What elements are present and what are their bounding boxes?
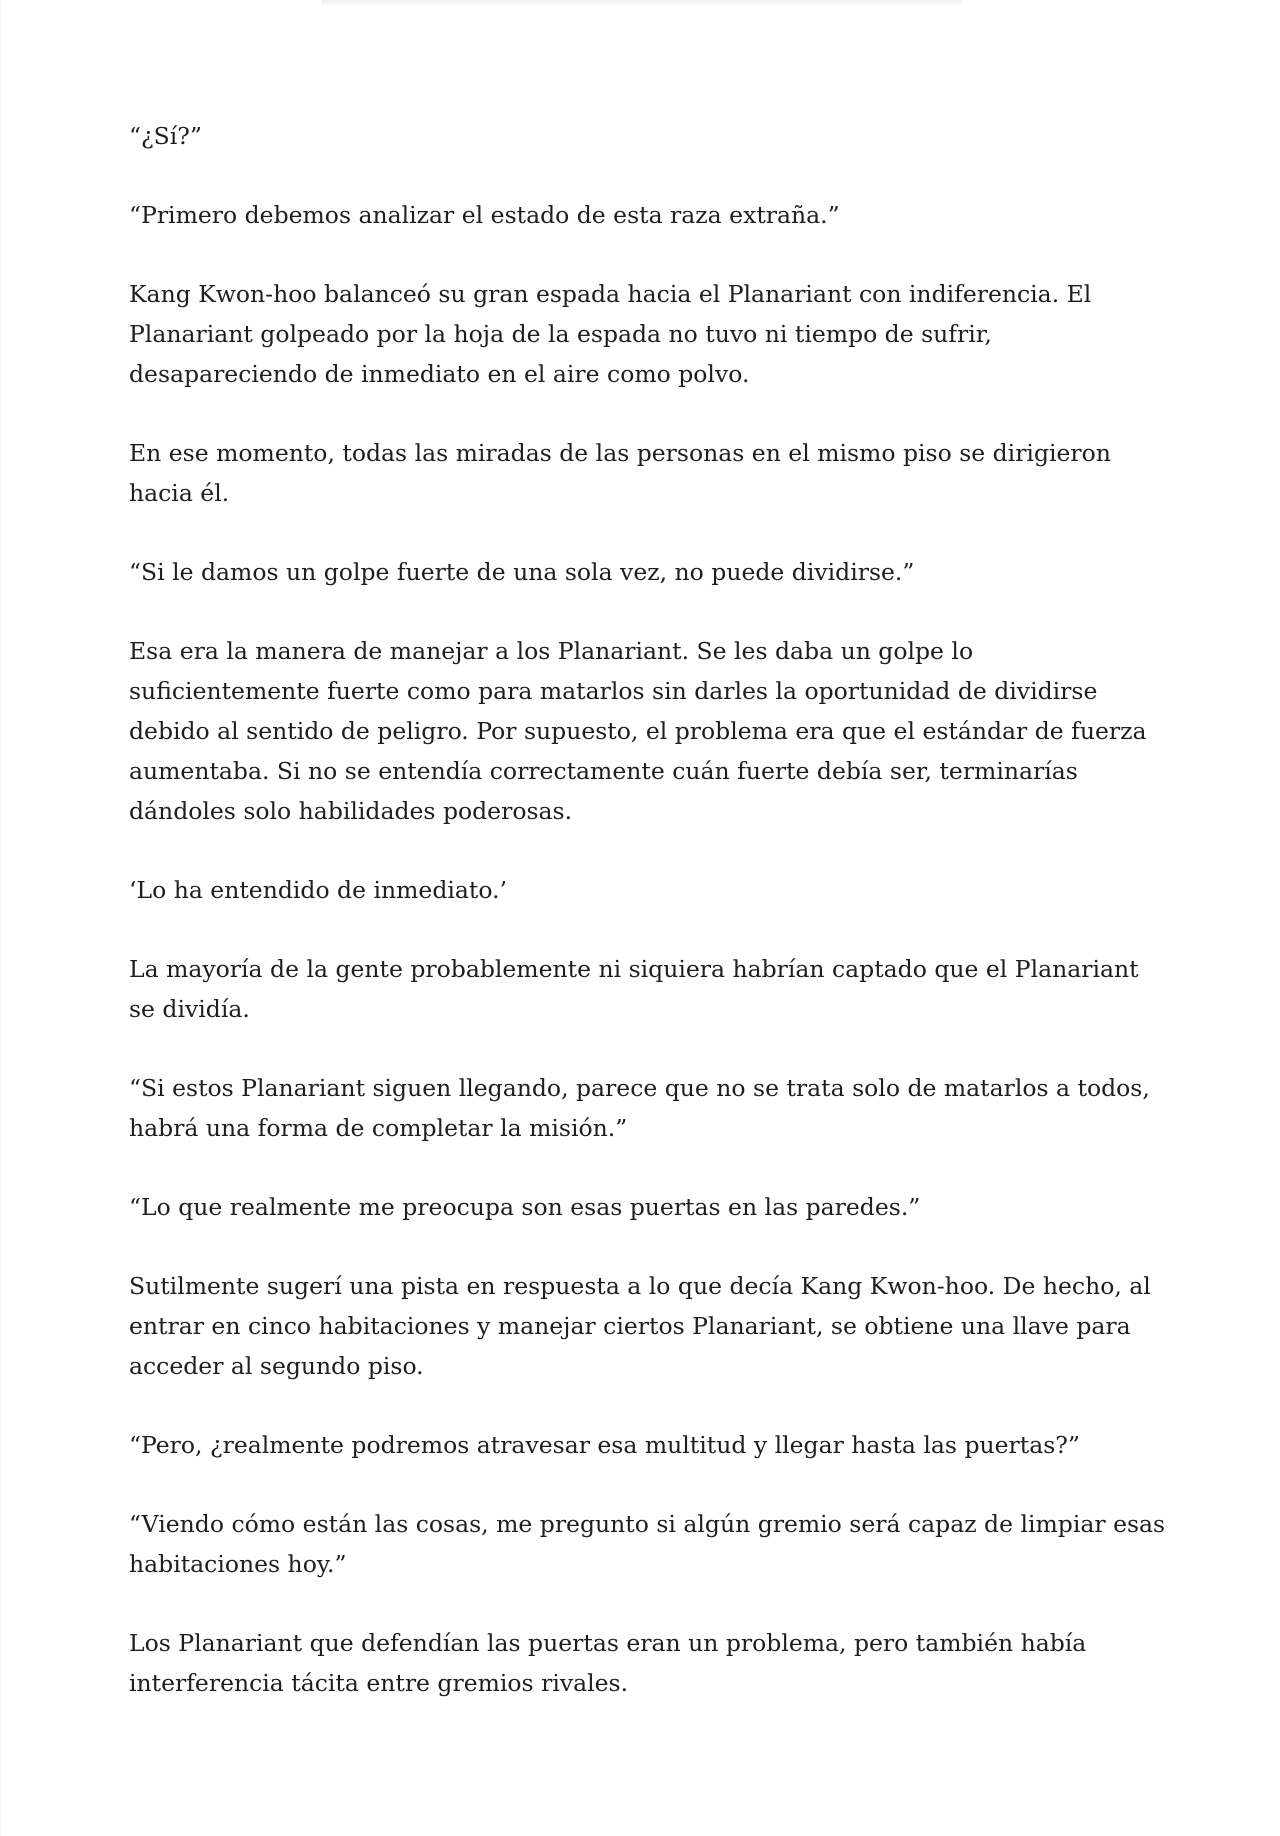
paragraph-14: Los Planariant que defendían las puertas eran un problema, pero también había interferencia tácita entre gremios rivales. [129, 1629, 1087, 1697]
paragraph-3: Kang Kwon-hoo balanceó su gran espada hacia el Planariant con indiferencia. El Planariant golpeado por la hoja de la espada no tuvo ni tiempo de sufrir, desapareciendo de inmediato en el aire como polvo. [129, 280, 1092, 388]
paragraph-7: ‘Lo ha entendido de inmediato.’ [129, 876, 508, 904]
paragraph-11: Sutilmente sugerí una pista en respuesta a lo que decía Kang Kwon-hoo. De hecho, al entrar en cinco habitaciones y manejar ciertos Planariant, se obtiene una llave para acceder al segundo piso. [129, 1272, 1151, 1380]
paragraph-13: “Viendo cómo están las cosas, me pregunto si algún gremio será capaz de limpiar esas habitaciones hoy.” [129, 1510, 1166, 1578]
paragraph-1: “¿Sí?” [129, 122, 202, 150]
paragraph-9: “Si estos Planariant siguen llegando, parece que no se trata solo de matarlos a todos, habrá una forma de completar la misión.” [129, 1074, 1150, 1142]
paragraph-2: “Primero debemos analizar el estado de esta raza extraña.” [129, 201, 840, 229]
paragraph-6: Esa era la manera de manejar a los Planariant. Se les daba un golpe lo suficientemente fuerte como para matarlos sin darles la oportunidad de dividirse debido al sentido de peligro. Por supuesto, el problema era que el estándar de fuerza aumentaba. Si no se entendía correctamente cuán fuerte debía ser, terminarías dándoles solo habilidades poderosas. [129, 637, 1147, 825]
document-body [129, 116, 1169, 1742]
paragraph-12: “Pero, ¿realmente podremos atravesar esa multitud y llegar hasta las puertas?” [129, 1431, 1080, 1459]
page-top-edge [321, 0, 961, 6]
paragraph-8: La mayoría de la gente probablemente ni siquiera habrían captado que el Planariant se dividía. [129, 955, 1139, 1023]
paragraph-10: “Lo que realmente me preocupa son esas puertas en las paredes.” [129, 1193, 921, 1221]
paragraph-4: En ese momento, todas las miradas de las personas en el mismo piso se dirigieron hacia él. [129, 439, 1111, 507]
paragraph-5: “Si le damos un golpe fuerte de una sola vez, no puede dividirse.” [129, 558, 915, 586]
